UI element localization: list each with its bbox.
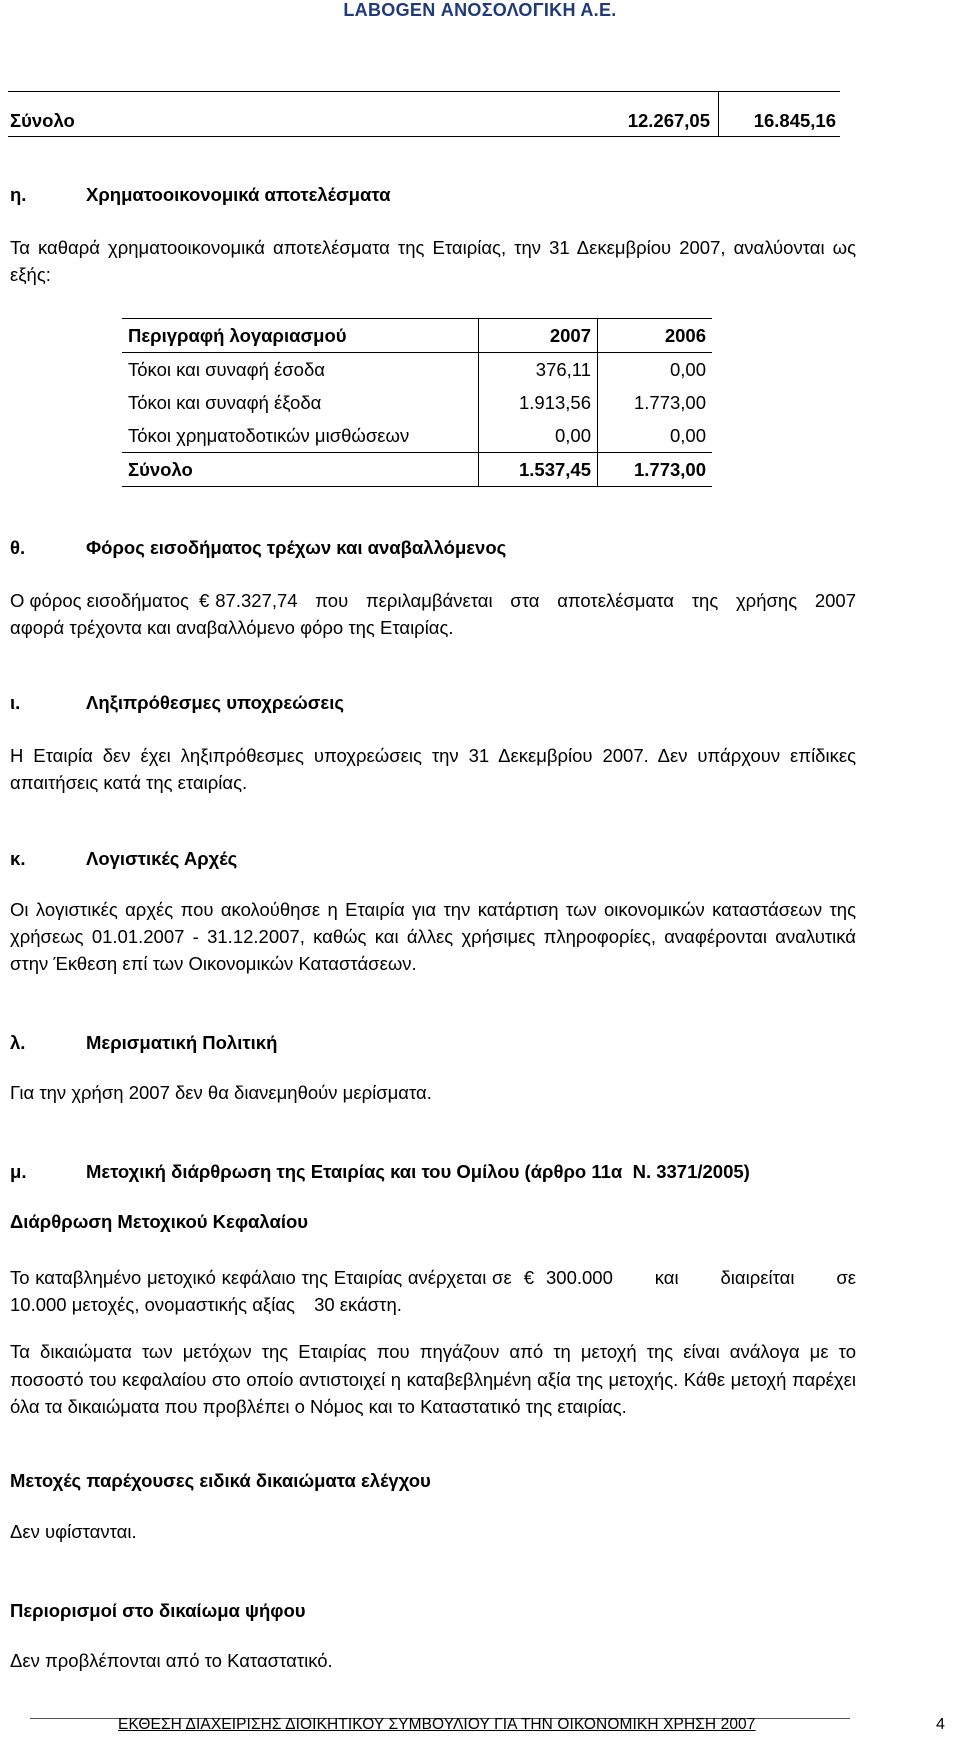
section-l-letter: λ. [10, 1032, 26, 1053]
footer-title: ΕΚΘΕΣΗ ΔΙΑΧΕΙΡΙΣΗΣ ΔΙΟΙΚΗΤΙΚΟΥ ΣΥΜΒΟΥΛΙΟΥ ΓΙΑ ΤΗΝ ΟΙΚΟΝΟΜΙΚΗ ΧΡΗΣΗ 2007 [118, 1716, 756, 1733]
section-k-letter: κ. [10, 848, 26, 869]
row-value-2006: 0,00 [669, 424, 706, 446]
total-value-2006: 1.773,00 [598, 453, 713, 487]
total-row-divider [718, 92, 719, 137]
capital-text-b: 300.000 και διαιρείται σε [546, 1267, 856, 1288]
col-header-2006: 2006 [598, 319, 713, 353]
section-h-title: Χρηματοοικονομικά αποτελέσματα [86, 184, 391, 205]
company-header: LABOGEN ΑΝΟΣΟΛΟΓΙΚΗ Α.Ε. [343, 0, 617, 20]
section-i-title: Ληξιπρόθεσμες υποχρεώσεις [86, 692, 344, 713]
section-th-line1 [10, 587, 856, 614]
col-header-2007: 2007 [479, 319, 598, 353]
section-i-letter: ι. [10, 692, 21, 713]
capital-text-a: Το καταβλημένο μετοχικό κεφάλαιο της Εταιρίας ανέρχεται σε [10, 1267, 512, 1288]
euro-icon: € [198, 590, 210, 611]
shareholder-rights-text: Τα δικαιώματα των μετόχων της Εταιρίας που πηγάζουν από τη μετοχή της είναι ανάλογα με το ποσοστό του κεφαλαίου στο οποίο αντιστοιχεί η καταβεβλημένη αξία της μετοχής. Κάθε μετοχή παρέχει όλα τα δικαιώματα που προβλέπει ο Νόμος και το Καταστατικό της εταιρίας. [10, 1341, 856, 1417]
financial-results-table [122, 318, 712, 487]
table-row [122, 353, 712, 387]
row-description: Τόκοι και συναφή έξοδα [122, 386, 479, 419]
section-th-title: Φόρος εισοδήματος τρέχων και αναβαλλόμενος [86, 537, 507, 558]
euro-icon: € [523, 1267, 534, 1288]
section-th-text-c: αφορά τρέχοντα και αναβαλλόμενο φόρο της Εταιρίας. [10, 617, 454, 638]
capital-structure-heading: Διάρθρωση Μετοχικού Κεφαλαίου [10, 1211, 309, 1232]
row-value-2007: 0,00 [479, 419, 598, 453]
section-k-text: Οι λογιστικές αρχές που ακολούθησε η Εταιρία για την κατάρτιση των οικονομικών καταστάσεων της χρήσεως 01.01.2007 - 31.12.2007, καθώς και άλλες χρήσιμες πληροφορίες, αναφέρονται αναλυτικά στην Έκθεση επί των Οικονομικών Καταστάσεων. [10, 899, 856, 974]
capital-text-d: 30 εκάστη. [314, 1294, 402, 1315]
table-header-row [122, 319, 712, 353]
section-l-text: Για την χρήση 2007 δεν θα διανεμηθούν μερίσματα. [10, 1082, 432, 1103]
row-value-2007: 376,11 [479, 353, 598, 387]
section-th-text-b: 87.327,74 που περιλαμβάνεται στα αποτελέσματα της χρήσης 2007 [215, 590, 856, 611]
total-row-2006: 16.845,16 [753, 110, 836, 131]
capital-text-c: 10.000 μετοχές, ονομαστικής αξίας [10, 1294, 295, 1315]
table-row [122, 419, 712, 453]
total-row-top-rule [8, 91, 840, 92]
section-h-letter: η. [10, 184, 27, 205]
capital-line2 [10, 1291, 856, 1318]
total-row-label: Σύνολο [10, 110, 75, 131]
section-m-letter: μ. [10, 1161, 27, 1182]
special-control-rights-heading: Μετοχές παρέχουσες ειδικά δικαιώματα ελέγχου [10, 1470, 431, 1491]
capital-paragraph [10, 1264, 856, 1318]
total-row-2007: 12.267,05 [627, 110, 710, 131]
row-value-2006: 1.773,00 [633, 391, 706, 413]
section-l-title: Μερισματική Πολιτική [86, 1032, 278, 1053]
total-description: Σύνολο [122, 453, 479, 487]
row-description: Τόκοι χρηματοδοτικών μισθώσεων [122, 419, 479, 453]
section-k-title: Λογιστικές Αρχές [86, 848, 238, 869]
capital-line1 [10, 1264, 856, 1291]
table-total-row [122, 453, 712, 487]
section-th-letter: θ. [10, 537, 26, 558]
page-number: 4 [936, 1716, 945, 1733]
row-value-2007: 1.913,56 [479, 386, 598, 419]
row-value-2006: 0,00 [669, 358, 706, 380]
section-h-intro: Τα καθαρά χρηματοοικονομικά αποτελέσματα της Εταιρίας, την 31 Δεκεμβρίου 2007, αναλύονται ως εξής: [10, 237, 856, 285]
total-row-bottom-rule [8, 136, 840, 137]
voting-restrictions-text: Δεν προβλέπονται από το Καταστατικό. [10, 1650, 333, 1671]
section-m-title: Μετοχική διάρθρωση της Εταιρίας και του Ομίλου (άρθρο 11α Ν. 3371/2005) [86, 1161, 750, 1182]
row-description: Τόκοι και συναφή έσοδα [122, 353, 479, 387]
special-control-rights-text: Δεν υφίστανται. [10, 1521, 137, 1542]
table-row [122, 386, 712, 419]
section-th-text [10, 587, 856, 641]
section-th-text-a: Ο φόρος εισοδήματος [10, 590, 189, 611]
total-value-2007: 1.537,45 [479, 453, 598, 487]
voting-restrictions-heading: Περιορισμοί στο δικαίωμα ψήφου [10, 1600, 306, 1621]
col-header-description: Περιγραφή λογαριασμού [122, 319, 479, 353]
section-i-text: Η Εταιρία δεν έχει ληξιπρόθεσμες υποχρεώσεις την 31 Δεκεμβρίου 2007. Δεν υπάρχουν επίδικες απαιτήσεις κατά της εταιρίας. [10, 745, 856, 793]
